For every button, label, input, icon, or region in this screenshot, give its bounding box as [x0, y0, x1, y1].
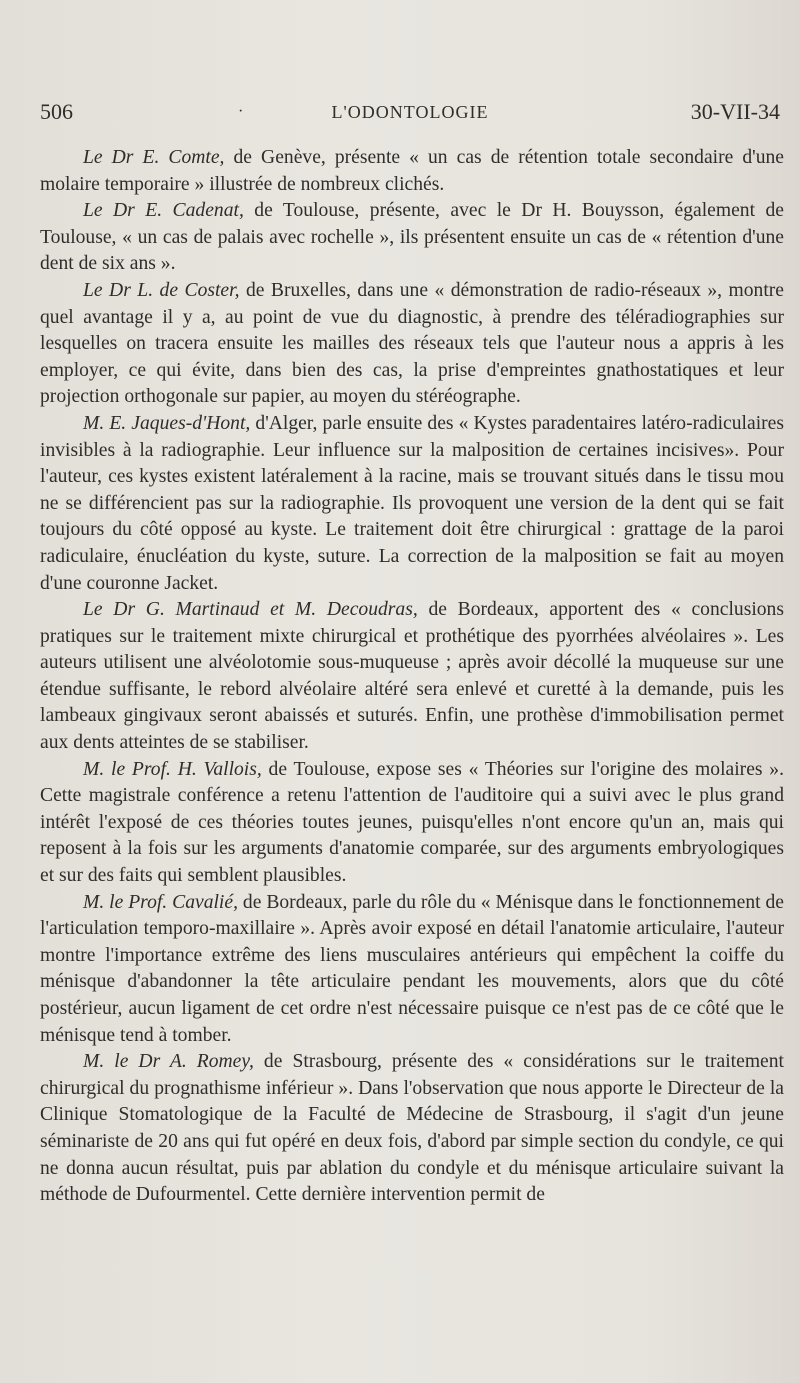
- issue-date: 30-VII-34: [690, 99, 780, 124]
- presenter-name: Le Dr G. Martinaud et M. Decoudras,: [83, 599, 418, 621]
- presenter-name: Le Dr L. de Coster,: [83, 279, 240, 301]
- paragraph: [40, 1049, 784, 1209]
- paragraph-text: de Bordeaux, apportent des « conclusions pratiques sur le traitement mixte chirurgical et prothétique des pyorrhées alvéolaires ». Les auteurs utilisent une alvéolotomie sous-muqueuse ; après avoir décollé la muqueuse sur une étendue suffisante, le rebord alvéolaire altéré sera enlevé et curetté à la demande, puis les lambeaux gingivaux seront abaissés et suturés. Enfin, une prothèse d'immobilisation permet aux dents atteintes de se stabiliser.: [40, 599, 784, 754]
- paragraph: [40, 597, 784, 757]
- header-separator: ·: [238, 103, 244, 120]
- journal-title: L'ODONTOLOGIE: [331, 102, 489, 122]
- paragraph-text: de Toulouse, présente, avec le Dr H. Bouysson, également de Toulouse, « un cas de palais avec rochelle », ils présentent ensuite un cas de « rétention d'une dent de six ans ».: [40, 200, 784, 275]
- paragraph-text: de Bordeaux, parle du rôle du « Ménisque dans le fonctionnement de l'articulation temporo-maxillaire ». Après avoir exposé en détail l'anatomie articulaire, l'auteur montre l'importance extrême des liens musculaires antérieurs qui empêchent la coiffe du ménisque d'abandonner la tête articulaire pendant les mouvements, alors que du côté postérieur, aucun ligament de cet ordre n'est nécessaire puisque ce n'est pas de ce côté que le ménisque tend à tomber.: [40, 891, 785, 1046]
- presenter-name: M. le Prof. Cavalié,: [83, 891, 238, 913]
- paragraph-text: de Toulouse, expose ses « Théories sur l'origine des molaires ». Cette magistrale conférence a retenu l'attention de l'auditoire qui a suivi avec le plus grand intérêt l'exposé de ces théories toutes jeunes, puisqu'elles n'ont encore qu'un an, mais qui reposent à la fois sur les arguments d'anatomie comparée, sur des arguments embryologiques et sur des faits qui semblent plausibles.: [40, 758, 784, 887]
- presenter-name: M. le Dr A. Romey,: [83, 1051, 254, 1073]
- paragraph: [40, 278, 784, 411]
- paragraph-text: de Genève, présente « un cas de rétention totale secondaire d'une molaire temporaire » illustrée de nombreux clichés.: [40, 147, 784, 195]
- article-body: [40, 145, 784, 1209]
- paragraph: [40, 890, 784, 1050]
- paragraph: [40, 145, 784, 198]
- paragraph-text: d'Alger, parle ensuite des « Kystes paradentaires latéro-radiculaires invisibles à la radiographie. Leur influence sur la malposition de certaines incisives». Pour l'auteur, ces kystes existent latéralement à la racine, mais se trouvant situés dans le tissu mou ne se différencient pas sur la radiographie. Ils provoquent une version de la dent qui se fait toujours du côté opposé au kyste. Le traitement doit être chirurgical : grattage de la paroi radiculaire, énucléation du kyste, suture. La correction de la malposition se fait au moyen d'une couronne Jacket.: [40, 412, 784, 594]
- presenter-name: Le Dr E. Cadenat,: [83, 200, 244, 222]
- presenter-name: M. E. Jaques-d'Hont,: [83, 412, 251, 434]
- paragraph: [40, 757, 784, 890]
- running-header: [40, 94, 780, 130]
- paragraph: [40, 198, 784, 278]
- paragraph-text: de Bruxelles, dans une « démonstration de radio-réseaux », montre quel avantage il y a, au point de vue du diagnostic, à prendre des téléradiographies sur lesquelles on tracera ensuite les mailles des réseaux tels que l'auteur nous a appris à les employer, ce qui évite, dans bien des cas, la prise d'empreintes gnathostatiques et leur projection orthogonale sur papier, au moyen du stéréographe.: [40, 279, 784, 408]
- paragraph: [40, 411, 784, 597]
- presenter-name: M. le Prof. H. Vallois,: [83, 758, 262, 780]
- paragraph-text: de Strasbourg, présente des « considérations sur le traitement chirurgical du prognathisme inférieur ». Dans l'observation que nous apporte le Directeur de la Clinique Stomatologique de la Faculté de Médecine de Strasbourg, il s'agit d'un jeune séminariste de 20 ans qui fut opéré en deux fois, d'abord par simple section du condyle, ce qui ne donna aucun résultat, puis par ablation du condyle et du ménisque articulaire suivant la méthode de Dufourmentel. Cette dernière intervention permit de: [40, 1051, 784, 1206]
- page-number: 506: [40, 99, 73, 124]
- presenter-name: Le Dr E. Comte,: [83, 147, 225, 168]
